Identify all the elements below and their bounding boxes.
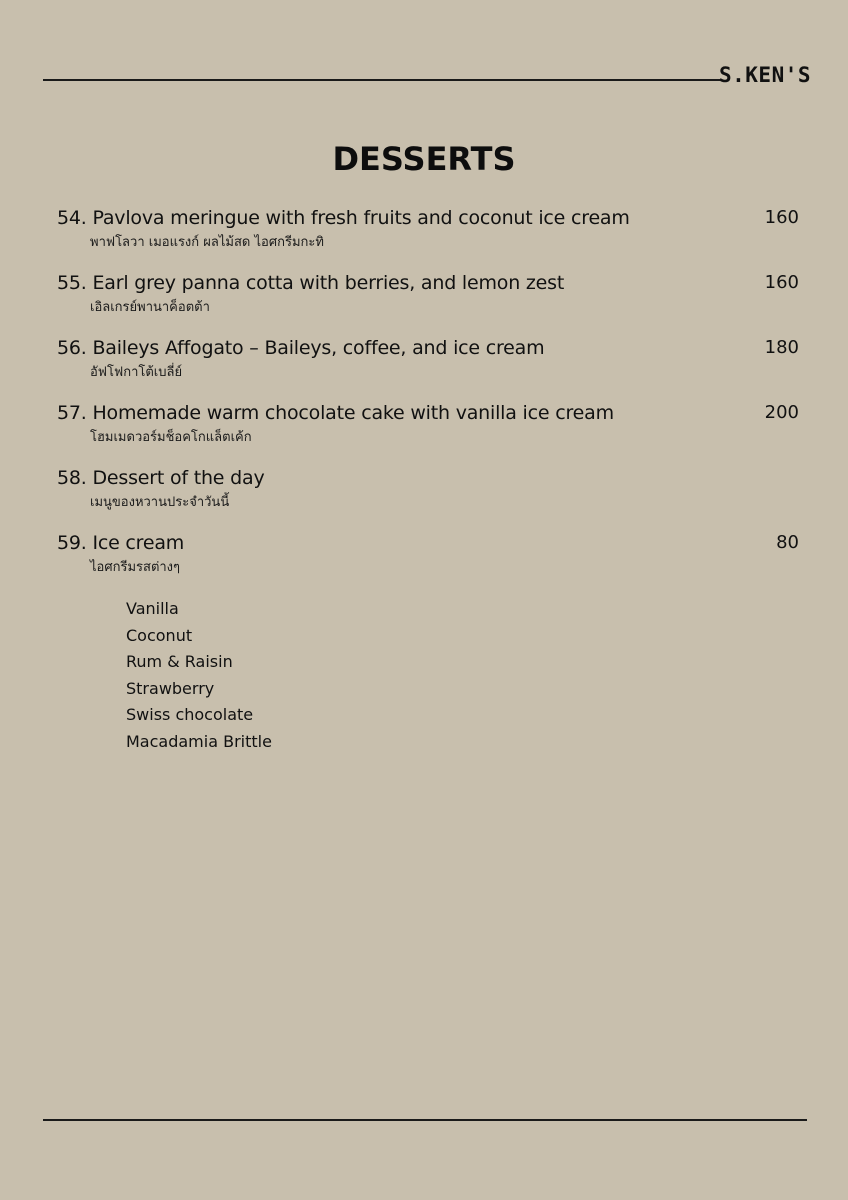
item-name: 55. Earl grey panna cotta with berries, and lemon zest bbox=[57, 272, 565, 294]
menu-item-56 bbox=[57, 335, 799, 400]
item-name: 57. Homemade warm chocolate cake with vanilla ice cream bbox=[57, 402, 614, 424]
item-name: 58. Dessert of the day bbox=[57, 467, 265, 489]
item-price: 160 bbox=[764, 272, 799, 293]
flavor-item: Strawberry bbox=[126, 678, 215, 698]
flavor-item: Swiss chocolate bbox=[126, 705, 254, 725]
flavor-item: Vanilla bbox=[126, 599, 179, 618]
dessert-menu-list bbox=[57, 205, 799, 595]
menu-item-55 bbox=[57, 270, 799, 335]
page-title: DESSERTS bbox=[332, 140, 516, 178]
menu-item-57 bbox=[57, 400, 799, 465]
header-rule bbox=[43, 79, 721, 81]
menu-item-54 bbox=[57, 205, 799, 270]
item-name: 54. Pavlova meringue with fresh fruits and coconut ice cream bbox=[57, 207, 630, 229]
item-name: 59. Ice cream bbox=[57, 532, 185, 554]
flavor-item: Rum & Raisin bbox=[126, 652, 233, 672]
item-price: 80 bbox=[776, 532, 799, 553]
flavor-item: Macadamia Brittle bbox=[126, 731, 272, 751]
menu-item-59 bbox=[57, 530, 799, 595]
item-thai-name: เอิลเกรย์พานาค็อตต้า bbox=[90, 300, 210, 315]
item-thai-name: ไอศกรีมรสต่างๆ bbox=[90, 560, 181, 575]
item-thai-name: โฮมเมดวอร์มช็อคโกแล็ตเค้ก bbox=[90, 430, 252, 445]
item-thai-name: เมนูของหวานประจำวันนี้ bbox=[90, 495, 230, 510]
flavor-item: Coconut bbox=[126, 625, 193, 645]
item-thai-name: พาฟโลวา เมอแรงก์ ผลไม้สด ไอศกรีมกะทิ bbox=[90, 235, 324, 250]
ice-cream-flavor-list bbox=[126, 596, 272, 756]
item-thai-name: อัฟโฟกาโต้เบลี่ย์ bbox=[90, 365, 183, 380]
item-price: 200 bbox=[764, 402, 799, 423]
item-price: 180 bbox=[764, 337, 799, 358]
menu-item-58 bbox=[57, 465, 799, 530]
brand-logo: S.KEN'S bbox=[719, 63, 812, 87]
footer-rule bbox=[43, 1119, 807, 1121]
item-name: 56. Baileys Affogato – Baileys, coffee, and ice cream bbox=[57, 337, 545, 359]
item-price: 160 bbox=[764, 207, 799, 228]
